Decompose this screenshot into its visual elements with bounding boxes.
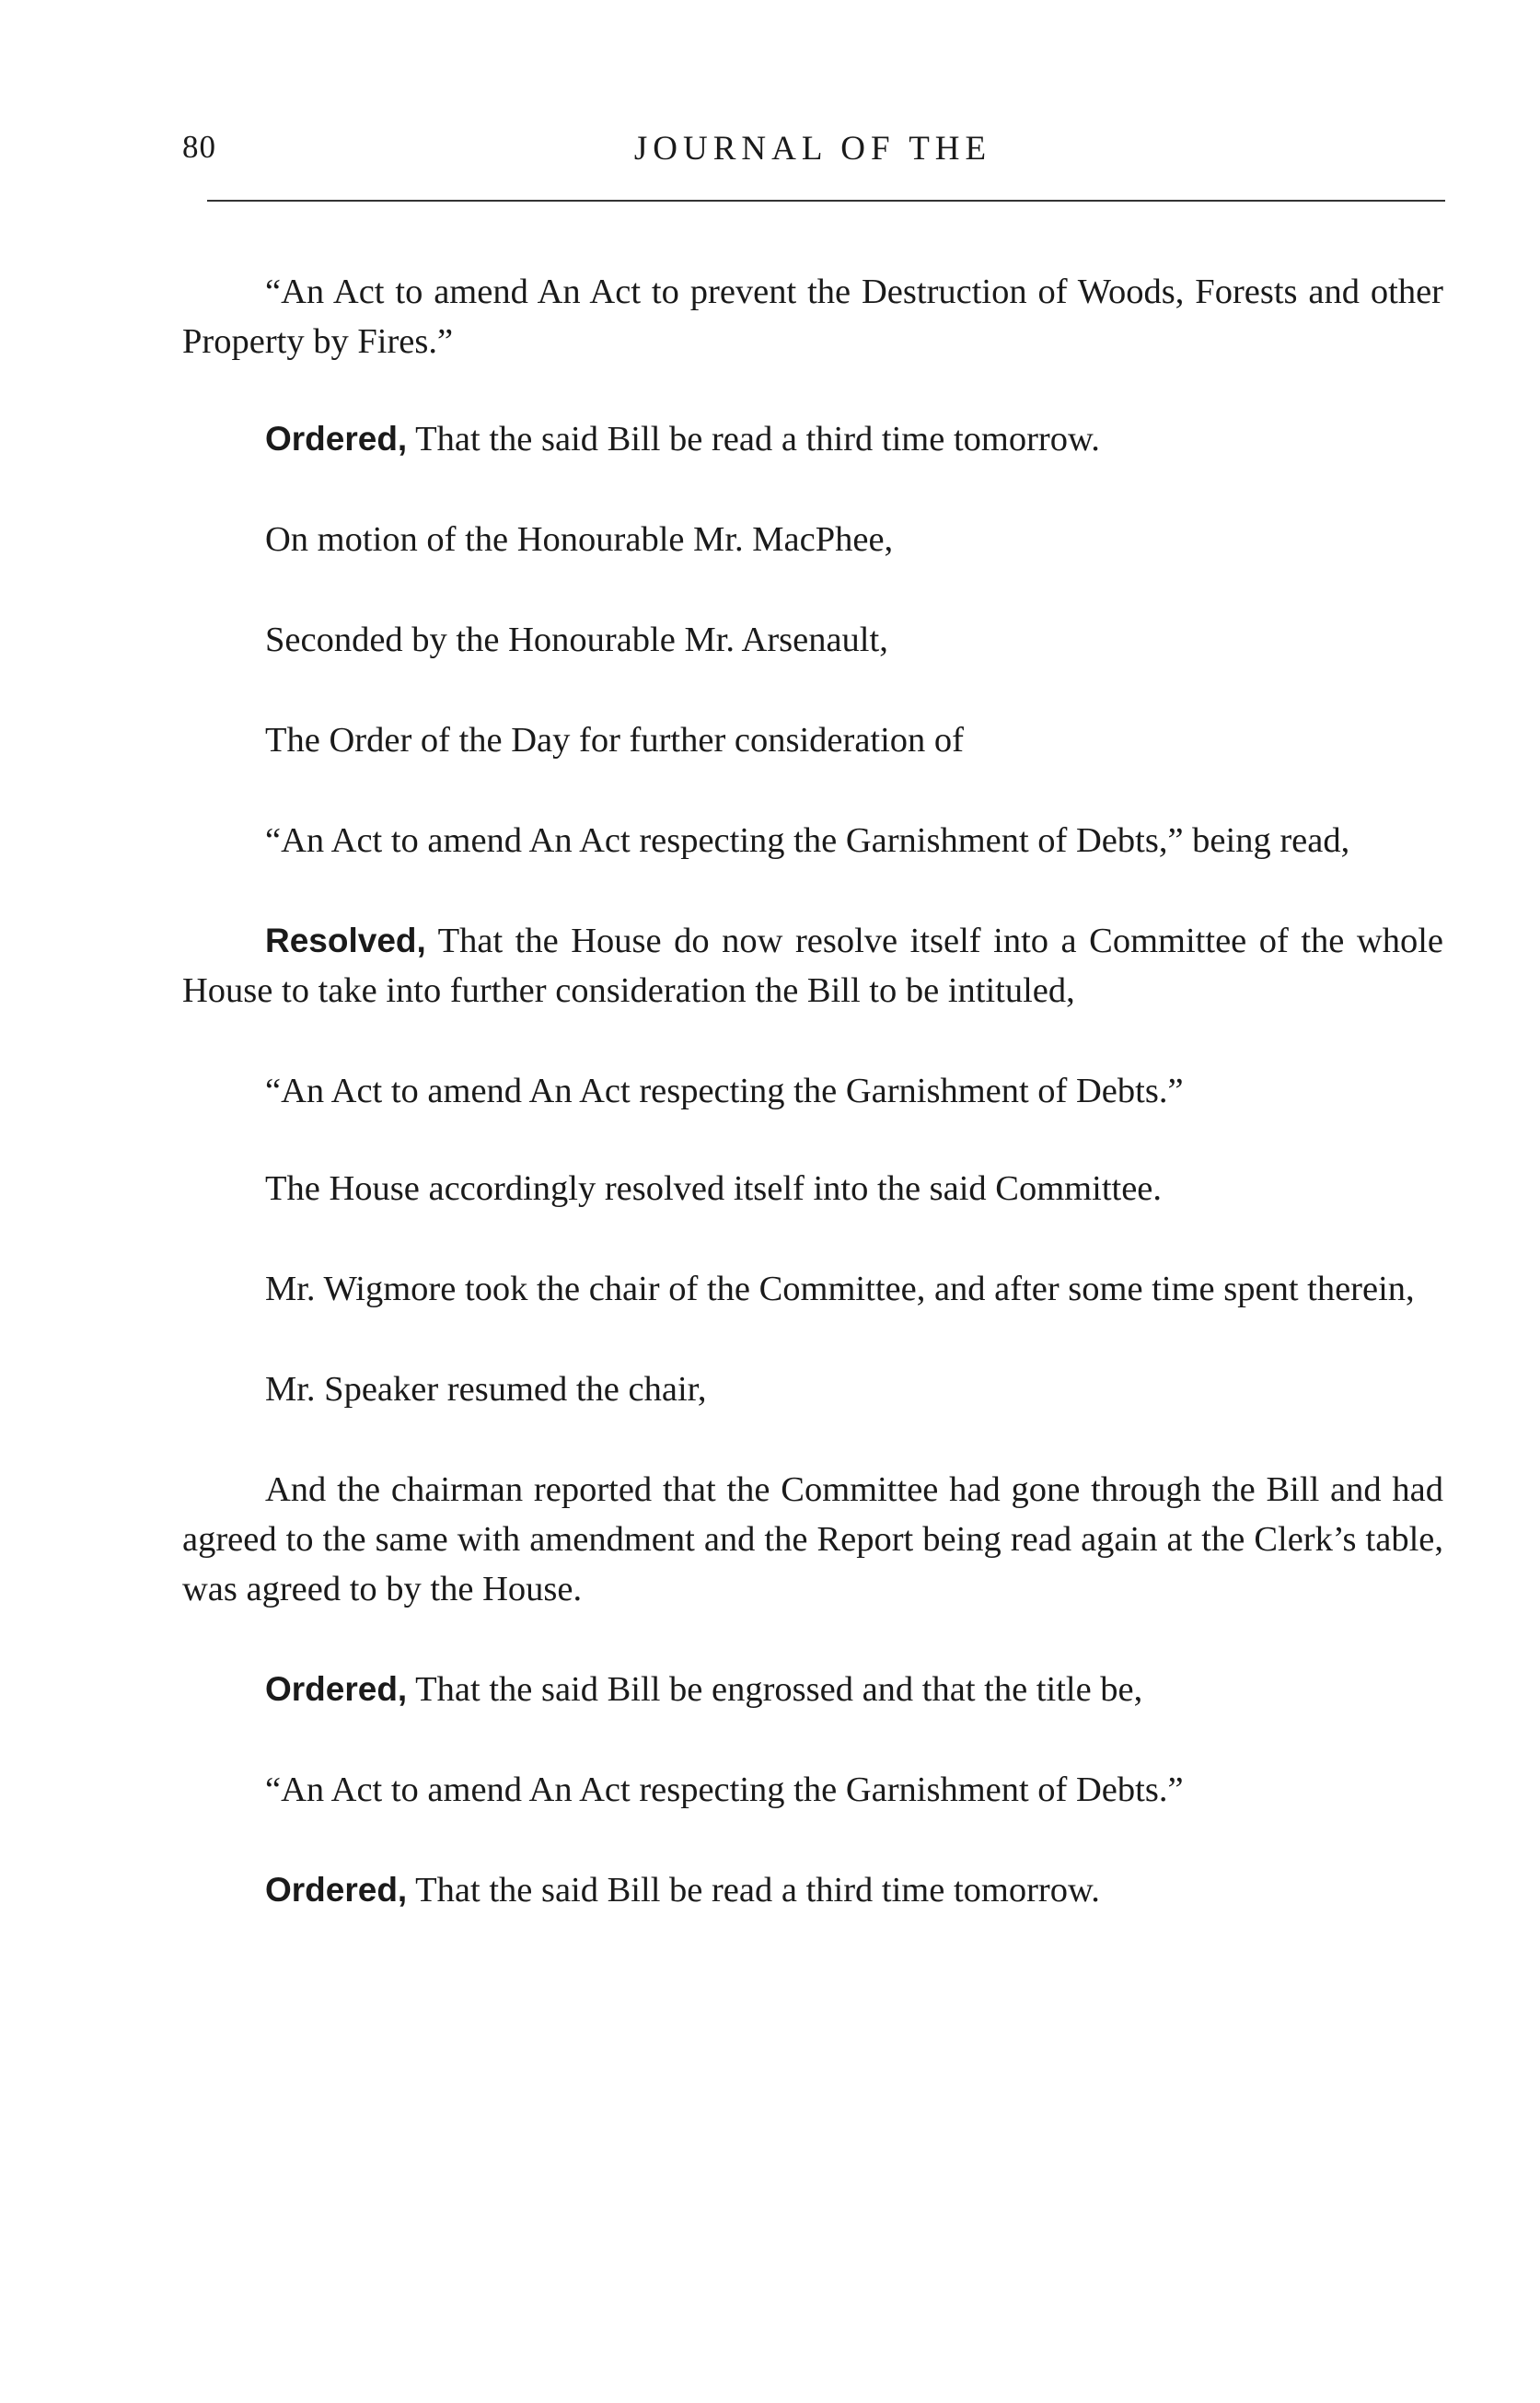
paragraph-lead: Ordered, — [265, 1670, 408, 1708]
report-paragraph — [182, 1465, 1443, 1614]
bill-title-garnishment — [182, 1066, 1443, 1116]
paragraph-text: The Order of the Day for further consideration of — [265, 721, 965, 760]
order-third-reading-garnishment — [182, 1865, 1443, 1915]
bill-title-woods-forests — [182, 267, 1443, 366]
paragraph-text: “An Act to amend An Act to prevent the Destruction of Woods, Forests and other Property by Fires.” — [182, 273, 1443, 361]
order-engrossed — [182, 1665, 1443, 1714]
paragraph-lead: Ordered, — [265, 420, 408, 458]
paragraph-text: That the said Bill be read a third time tomorrow. — [407, 420, 1100, 459]
speaker-paragraph — [182, 1364, 1443, 1414]
paragraph-text: Mr. Wigmore took the chair of the Committee, and after some time spent therein, — [265, 1270, 1415, 1308]
paragraph-text: Mr. Speaker resumed the chair, — [265, 1370, 707, 1409]
order-third-reading-woods — [182, 414, 1443, 464]
paragraph-text: That the said Bill be engrossed and that the title be, — [407, 1670, 1143, 1709]
paragraph-text: That the House do now resolve itself into a Committee of the whole House to take into further consideration the Bill to be intituled, — [182, 922, 1443, 1010]
paragraph-text: That the said Bill be read a third time tomorrow. — [407, 1871, 1100, 1910]
paragraph-text: “An Act to amend An Act respecting the Garnishment of Debts,” being read, — [265, 821, 1350, 860]
page-number: 80 — [182, 129, 216, 165]
page-header — [182, 129, 1443, 203]
paragraph-text: “An Act to amend An Act respecting the Garnishment of Debts.” — [265, 1072, 1184, 1110]
paragraph-text: The House accordingly resolved itself into the said Committee. — [265, 1169, 1163, 1208]
order-of-day-paragraph — [182, 715, 1443, 765]
paragraph-lead: Ordered, — [265, 1871, 408, 1909]
bill-title-garnishment — [182, 816, 1443, 865]
paragraph-lead: Resolved, — [265, 922, 426, 959]
paragraph-text: “An Act to amend An Act respecting the Garnishment of Debts.” — [265, 1770, 1184, 1809]
header-rule — [207, 200, 1445, 202]
paragraph-text: And the chairman reported that the Committee had gone through the Bill and had agreed to the same with amendment and the Report being read again at the Clerk’s table, was agreed to by the House. — [182, 1470, 1443, 1608]
motion-paragraph — [182, 515, 1443, 564]
paragraph-text: Seconded by the Honourable Mr. Arsenault, — [265, 621, 888, 659]
paragraph-text: On motion of the Honourable Mr. MacPhee, — [265, 520, 894, 559]
bill-title-garnishment — [182, 1765, 1443, 1815]
resolved-paragraph — [182, 916, 1443, 1016]
chair-paragraph — [182, 1264, 1443, 1314]
committee-paragraph — [182, 1164, 1443, 1213]
running-head: JOURNAL OF THE — [633, 130, 992, 168]
journal-body — [182, 267, 1443, 1915]
seconded-paragraph — [182, 615, 1443, 665]
